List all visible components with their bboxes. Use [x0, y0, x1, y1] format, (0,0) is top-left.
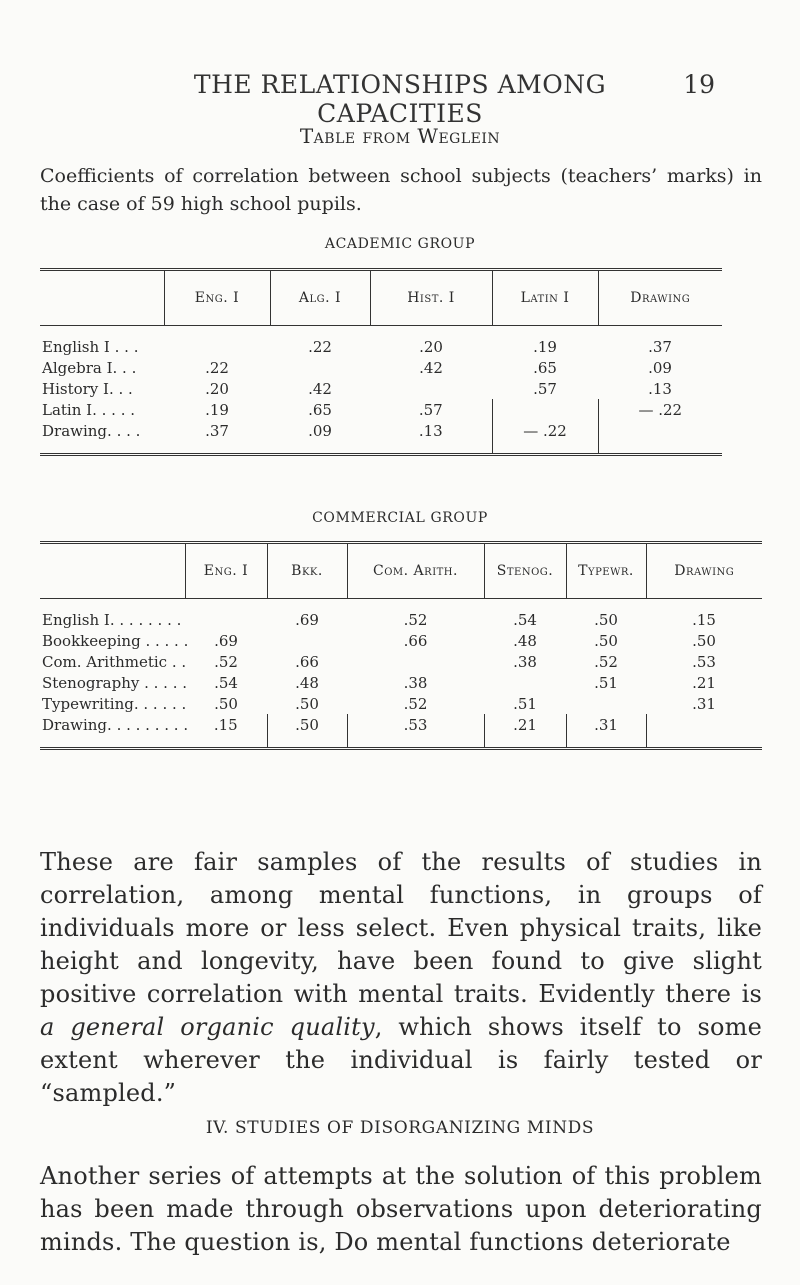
table-cell — [185, 599, 267, 631]
row-label: Com. Arithmetic . . — [42, 652, 187, 671]
corner-cell — [40, 543, 185, 599]
table-cell: .19 — [533, 337, 557, 356]
commercial-group-label: COMMERCIAL GROUP — [312, 510, 488, 526]
table-cell: .52 — [594, 652, 618, 671]
row-label: Drawing. . . . . . . . . — [42, 715, 189, 734]
section-heading: IV. STUDIES OF DISORGANIZING MINDS — [205, 1118, 595, 1138]
table-cell: .42 — [419, 358, 443, 377]
academic-group-label: ACADEMIC GROUP — [324, 236, 476, 252]
table-caption: Table from Weglein — [299, 124, 501, 148]
column-header: Eng. I — [185, 543, 267, 599]
table-cell: .66 — [295, 652, 319, 671]
table-cell: .15 — [692, 610, 716, 629]
table-cell: .54 — [214, 673, 238, 692]
table-cell: .21 — [692, 673, 716, 692]
row-label: Typewriting. . . . . . — [42, 694, 187, 713]
running-title: THE RELATIONSHIPS AMONG CAPACITIES — [193, 70, 607, 128]
table-cell — [492, 399, 598, 420]
table-cell: .54 — [513, 610, 537, 629]
body-paragraph-2: Another series of attempts at the solution of this problem has been made through observations upon deteriorating minds. The question is, Do mental functions deteriorate — [40, 1162, 762, 1256]
table-cell: .37 — [648, 337, 672, 356]
table-cell: .20 — [419, 337, 443, 356]
table-cell: .31 — [566, 714, 646, 749]
column-header: Drawing — [598, 270, 722, 326]
column-header: Alg. I — [270, 270, 370, 326]
table-cell: .42 — [308, 379, 332, 398]
column-header: Com. Arith. — [347, 543, 484, 599]
row-label: Stenography . . . . . — [42, 673, 188, 692]
table-cell: .51 — [594, 673, 618, 692]
table-cell: .52 — [403, 694, 428, 713]
table-row — [40, 378, 722, 399]
table-cell: .09 — [648, 358, 672, 377]
table-cell: .50 — [692, 631, 716, 650]
table-row — [40, 651, 762, 672]
table-cell — [270, 357, 370, 378]
table-cell: .50 — [214, 694, 238, 713]
table-cell: .21 — [484, 714, 566, 749]
table-cell — [598, 420, 722, 455]
table-cell: .13 — [418, 421, 443, 440]
table-cell: — .22 — [598, 399, 722, 420]
table-cell: .65 — [308, 400, 332, 419]
table-cell — [484, 672, 566, 693]
table-row — [40, 326, 722, 358]
row-label: English I . . . — [42, 337, 139, 356]
table-row — [40, 630, 762, 651]
table-cell: .53 — [347, 714, 484, 749]
table-cell: .31 — [692, 694, 716, 713]
table-row — [40, 357, 722, 378]
table-cell: .48 — [295, 673, 319, 692]
table-row — [40, 693, 762, 714]
page-number: 19 — [683, 70, 715, 99]
table-cell: .66 — [403, 631, 428, 650]
table-cell — [164, 326, 270, 358]
commercial-correlation-table — [40, 541, 762, 750]
table-cell: .15 — [213, 715, 238, 734]
table-cell: .22 — [308, 337, 332, 356]
row-label: History I. . . — [42, 379, 133, 398]
table-cell: .20 — [205, 379, 229, 398]
table-description: Coefficients of correlation between school subjects (teachers’ marks) in the case of 59 high school pupils. — [40, 165, 762, 215]
table-cell: .53 — [692, 652, 716, 671]
column-header: Hist. I — [370, 270, 492, 326]
column-header: Eng. I — [164, 270, 270, 326]
table-cell: .52 — [214, 652, 238, 671]
column-header: Bkk. — [267, 543, 347, 599]
column-header: Typewr. — [566, 543, 646, 599]
row-label: Drawing. . . . — [42, 421, 141, 440]
row-label: Algebra I. . . — [42, 358, 137, 377]
table-cell — [370, 378, 492, 399]
table-cell: .38 — [403, 673, 428, 692]
table-row — [40, 672, 762, 693]
table-header-row — [40, 270, 722, 326]
table-cell: .22 — [205, 358, 229, 377]
column-header: Latin I — [492, 270, 598, 326]
table-row — [40, 714, 762, 749]
table-cell: .52 — [403, 610, 428, 629]
table-cell: .57 — [533, 379, 557, 398]
table-cell: .50 — [295, 694, 319, 713]
corner-cell — [40, 270, 164, 326]
table-cell: .09 — [308, 421, 332, 440]
table-cell: .65 — [533, 358, 557, 377]
row-label: English I. . . . . . . . — [42, 610, 182, 629]
row-label: Latin I. . . . . — [42, 400, 135, 419]
table-row — [40, 399, 722, 420]
table-header-row — [40, 543, 762, 599]
paragraph-text: These are fair samples of the results of studies in correlation, among mental functions, in groups of individuals more or less select. Even physical traits, like height and longevity, have been found to give slight positive correlation with mental traits. Evidently there is — [40, 848, 762, 1008]
table-cell — [267, 630, 347, 651]
paragraph-text: , which shows itself to some extent wherever the individual is fairly tested or “sampled.” — [40, 1013, 763, 1107]
table-cell: .37 — [205, 421, 229, 440]
table-row — [40, 420, 722, 455]
column-header: Drawing — [646, 543, 762, 599]
emphasized-phrase: a general organic quality — [40, 1013, 375, 1041]
table-cell: .69 — [214, 631, 238, 650]
academic-correlation-table — [40, 268, 722, 456]
table-cell: — .22 — [492, 420, 598, 455]
table-cell: .19 — [205, 400, 229, 419]
column-header: Stenog. — [484, 543, 566, 599]
page-header — [0, 70, 800, 128]
table-cell: .50 — [594, 610, 618, 629]
table-cell: .50 — [267, 714, 347, 749]
table-cell: .50 — [594, 631, 618, 650]
table-cell: .69 — [295, 610, 319, 629]
table-cell — [566, 693, 646, 714]
table-cell — [347, 651, 484, 672]
body-paragraph — [40, 846, 762, 1110]
table-cell — [646, 714, 762, 749]
table-cell: .48 — [513, 631, 537, 650]
table-cell: .57 — [418, 400, 443, 419]
table-row — [40, 599, 762, 631]
table-cell: .13 — [648, 379, 672, 398]
table-cell: .51 — [513, 694, 537, 713]
table-cell: .38 — [513, 652, 537, 671]
row-label: Bookkeeping . . . . . — [42, 631, 189, 650]
